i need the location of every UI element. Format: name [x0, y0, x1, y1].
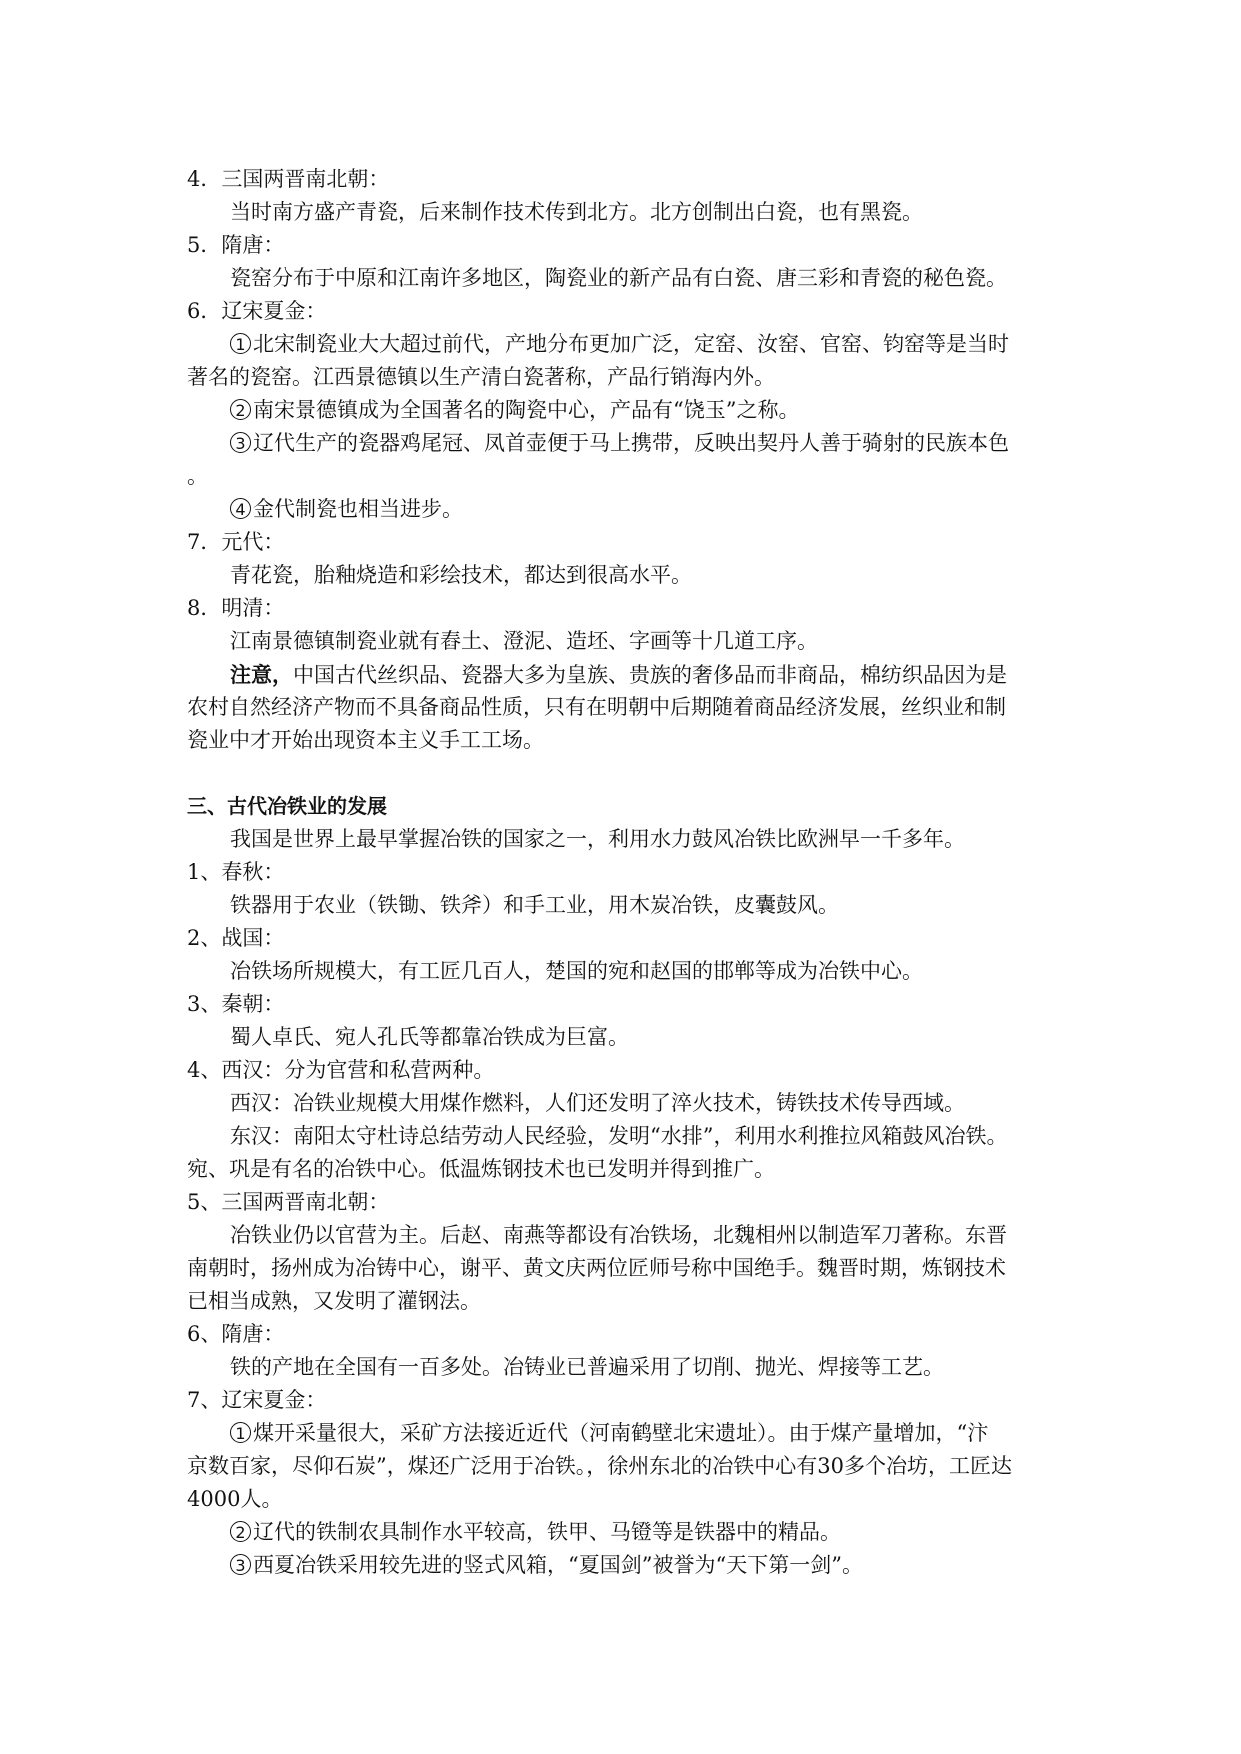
item-north-song-line1 [230, 328, 1090, 361]
item-coal-line1 [230, 1417, 1090, 1450]
item-jin [230, 493, 1090, 526]
item-xixia-iron [230, 1549, 1090, 1582]
paragraph-jin-line3: 已相当成熟，又发明了灌钢法。 [187, 1289, 481, 1313]
item-text: 南宋景德镇成为全国著名的陶瓷中心，产品有“饶玉”之称。 [253, 398, 800, 422]
paragraph-eastern-han-line2: 宛、巩是有名的冶铁中心。低温炼钢技术也已发明并得到推广。 [187, 1157, 775, 1181]
item-text: 辽代生产的瓷器鸡尾冠、凤首壶便于马上携带，反映出契丹人善于骑射的民族本色 [253, 431, 1009, 455]
item-text: 煤开采量很大，采矿方法接近近代（河南鹤壁北宋遗址）。由于煤产量增加，“汴 [253, 1421, 989, 1445]
paragraph-jin-line2: 南朝时，扬州成为冶铸中心，谢平、黄文庆两位匠师号称中国绝手。魏晋时期，炼钢技术 [187, 1256, 1006, 1280]
item-text: 北宋制瓷业大大超过前代，产地分布更加广泛，定窑、汝窑、官窑、钧窑等是当时 [253, 332, 1009, 356]
circled-number-4: 4 [230, 498, 251, 519]
circled-number-2: 2 [230, 399, 251, 420]
item-text: 西夏冶铁采用较先进的竖式风箱，“夏国剑”被誉为“天下第一剑”。 [253, 1553, 863, 1577]
note-text: 中国古代丝织品、瓷器大多为皇族、贵族的奢侈品而非商品，棉纺织品因为是 [293, 663, 1007, 687]
item-south-song [230, 394, 1090, 427]
paragraph-chunqiu: 铁器用于农业（铁锄、铁斧）和手工业，用木炭冶铁，皮囊鼓风。 [230, 893, 839, 917]
note-label: 注意， [230, 662, 293, 687]
paragraph-sui-tang-iron: 铁的产地在全国有一百多处。冶铸业已普遍采用了切削、抛光、焊接等工艺。 [230, 1355, 944, 1379]
heading-sui-tang-iron: 6、隋唐： [187, 1322, 285, 1346]
heading-three-kingdoms: 4．三国两晋南北朝： [187, 167, 390, 191]
item-text: 金代制瓷也相当进步。 [253, 497, 463, 521]
paragraph-yuan: 青花瓷，胎釉烧造和彩绘技术，都达到很高水平。 [230, 563, 692, 587]
circled-number-3: 3 [230, 432, 251, 453]
paragraph-iron-intro: 我国是世界上最早掌握冶铁的国家之一，利用水力鼓风冶铁比欧洲早一千多年。 [230, 827, 965, 851]
item-north-song-line2: 著名的瓷窑。江西景德镇以生产清白瓷著称，产品行销海内外。 [187, 365, 775, 389]
circled-number-1: 1 [230, 1422, 251, 1443]
paragraph-eastern-han-line1: 东汉：南阳太守杜诗总结劳动人民经验，发明“水排”，利用水利推拉风箱鼓风冶铁。 [230, 1124, 1008, 1148]
heading-jin-north-south: 5、三国两晋南北朝： [187, 1190, 390, 1214]
heading-western-han: 4、西汉：分为官营和私营两种。 [187, 1058, 495, 1082]
circled-number-2: 2 [230, 1521, 251, 1542]
circled-number-3: 3 [230, 1554, 251, 1575]
heading-sui-tang: 5．隋唐： [187, 233, 285, 257]
note-line2: 农村自然经济产物而不具备商品性质，只有在明朝中后期随着商品经济发展，丝织业和制 [187, 695, 1006, 719]
item-liao-line2: 。 [187, 464, 208, 488]
paragraph-sui-tang: 瓷窑分布于中原和江南许多地区，陶瓷业的新产品有白瓷、唐三彩和青瓷的秘色瓷。 [230, 266, 1007, 290]
paragraph-three-kingdoms: 当时南方盛产青瓷，后来制作技术传到北方。北方创制出白瓷，也有黑瓷。 [230, 200, 923, 224]
paragraph-ming-qing: 江南景德镇制瓷业就有舂土、澄泥、造坯、字画等十几道工序。 [230, 629, 818, 653]
heading-chunqiu: 1、春秋： [187, 860, 285, 884]
item-liao-line1 [230, 427, 1090, 460]
heading-liao-song-iron: 7、辽宋夏金： [187, 1388, 327, 1412]
item-coal-line3: 4000人。 [187, 1487, 283, 1511]
heading-ming-qing: 8．明清： [187, 596, 285, 620]
heading-zhanguo: 2、战国： [187, 926, 285, 950]
item-liao-iron [230, 1516, 1090, 1549]
paragraph-jin-line1: 冶铁业仍以官营为主。后赵、南燕等都设有冶铁场，北魏相州以制造军刀著称。东晋 [230, 1223, 1007, 1247]
heading-liao-song: 6．辽宋夏金： [187, 299, 327, 323]
note-line3: 瓷业中才开始出现资本主义手工工场。 [187, 728, 544, 752]
heading-qin: 3、秦朝： [187, 992, 285, 1016]
circled-number-1: 1 [230, 333, 251, 354]
paragraph-zhanguo: 冶铁场所规模大，有工匠几百人，楚国的宛和赵国的邯郸等成为冶铁中心。 [230, 959, 923, 983]
item-text: 辽代的铁制农具制作水平较高，铁甲、马镫等是铁器中的精品。 [253, 1520, 841, 1544]
section-title-iron: 三、古代冶铁业的发展 [187, 794, 387, 818]
heading-yuan: 7．元代： [187, 530, 285, 554]
note-line1 [230, 658, 1090, 692]
paragraph-qin: 蜀人卓氏、宛人孔氏等都靠冶铁成为巨富。 [230, 1025, 629, 1049]
paragraph-western-han: 西汉：冶铁业规模大用煤作燃料，人们还发明了淬火技术，铸铁技术传导西域。 [230, 1091, 965, 1115]
item-coal-line2: 京数百家，尽仰石炭”，煤还广泛用于冶铁。，徐州东北的冶铁中心有30多个冶坊，工匠达 [187, 1454, 1012, 1478]
